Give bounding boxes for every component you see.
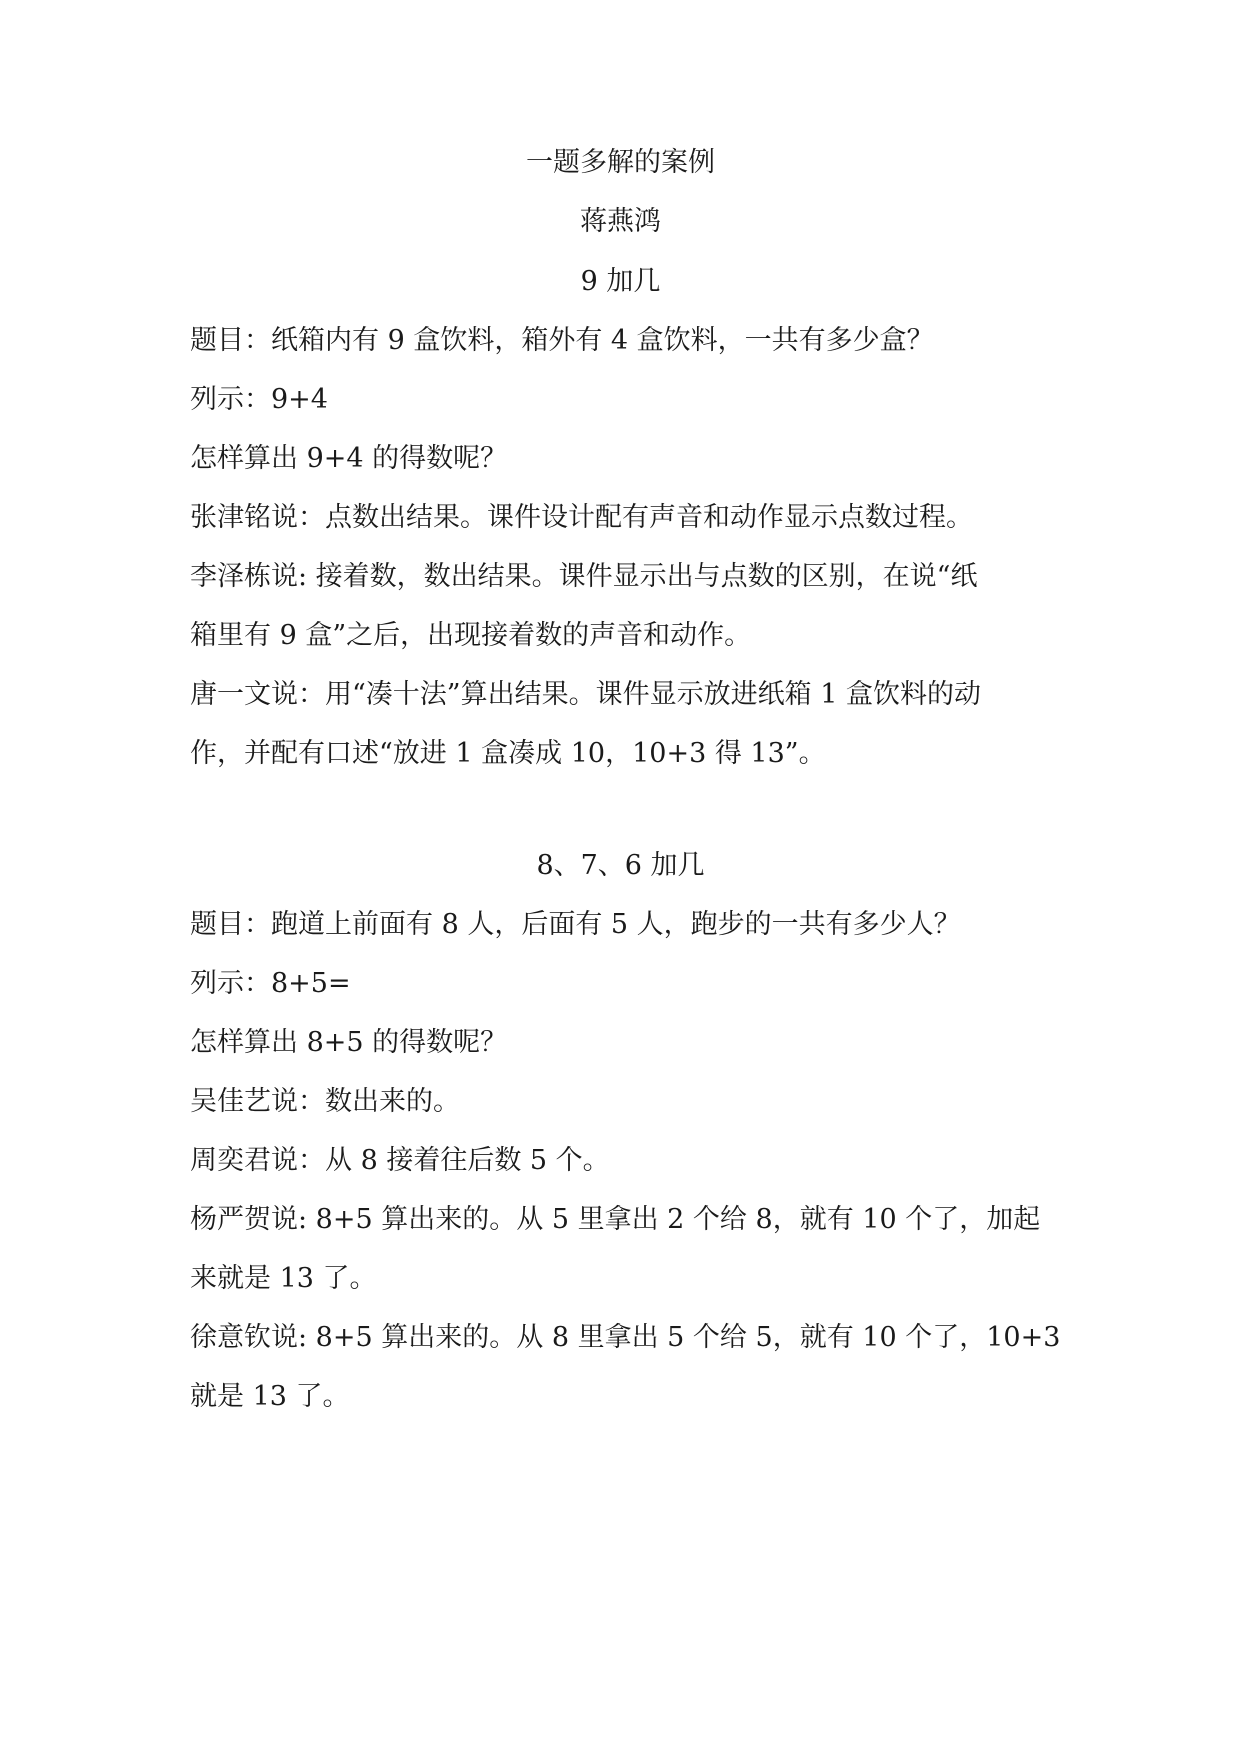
paragraph-line: 吴佳艺说：数出来的。	[190, 1086, 460, 1117]
paragraph-line: 唐一文说：用“凑十法”算出结果。课件显示放进纸箱 1 盒饮料的动	[190, 679, 981, 710]
paragraph-line: 怎样算出 8+5 的得数呢？	[190, 1027, 508, 1058]
section-2-heading: 8、7、6 加几	[536, 850, 705, 881]
paragraph-line: 徐意钦说: 8+5 算出来的。从 8 里拿出 5 个给 5，就有 10 个了，10+3	[190, 1322, 1061, 1353]
paragraph-line: 来就是 13 了。	[190, 1263, 377, 1294]
paragraph-line: 李泽栋说: 接着数，数出结果。课件显示出与点数的区别，在说“纸	[190, 561, 978, 592]
paragraph-line: 列示：8+5=	[190, 968, 351, 999]
document-title: 一题多解的案例	[526, 147, 715, 178]
paragraph-line: 张津铭说：点数出结果。课件设计配有声音和动作显示点数过程。	[190, 502, 973, 533]
paragraph-line: 怎样算出 9+4 的得数呢？	[190, 443, 508, 474]
paragraph-line: 作，并配有口述“放进 1 盒凑成 10，10+3 得 13”。	[190, 738, 826, 769]
author-name: 蒋燕鸿	[580, 206, 661, 237]
paragraph-line: 周奕君说：从 8 接着往后数 5 个。	[190, 1145, 610, 1176]
paragraph-line: 题目：纸箱内有 9 盒饮料，箱外有 4 盒饮料，一共有多少盒？	[190, 325, 934, 356]
paragraph-line: 题目：跑道上前面有 8 人，后面有 5 人，跑步的一共有多少人？	[190, 909, 961, 940]
paragraph-line: 箱里有 9 盒”之后，出现接着数的声音和动作。	[190, 620, 752, 651]
section-1-heading: 9 加几	[580, 266, 661, 297]
paragraph-line: 杨严贺说: 8+5 算出来的。从 5 里拿出 2 个给 8，就有 10 个了，加起	[190, 1204, 1041, 1235]
paragraph-line: 就是 13 了。	[190, 1381, 350, 1412]
paragraph-line: 列示：9+4	[190, 384, 328, 415]
